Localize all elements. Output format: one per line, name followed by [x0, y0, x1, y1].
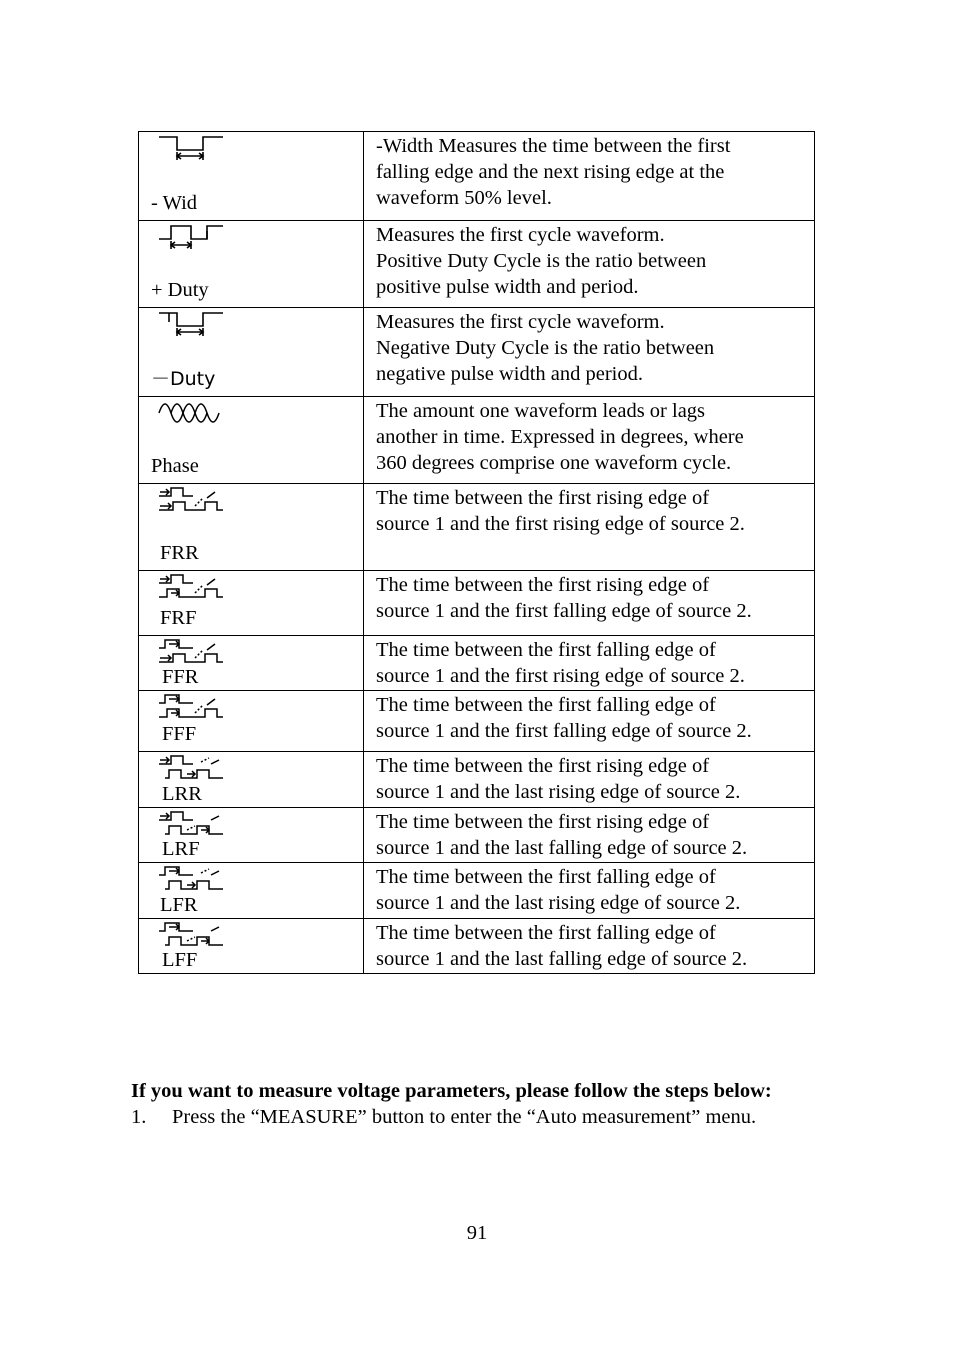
table-row: [139, 919, 815, 974]
table-row: [139, 571, 815, 636]
icon-cell: [139, 863, 364, 919]
description-cell: [364, 808, 815, 863]
description-line: The time between the first falling edge of: [376, 694, 716, 716]
description-line: source 1 and the last rising edge of source 2.: [376, 781, 741, 803]
row-label: - Wid: [151, 192, 198, 214]
row-label: LRF: [162, 838, 200, 860]
description-cell: [364, 397, 815, 484]
table-row: [139, 808, 815, 863]
negative-duty-icon: [157, 310, 227, 340]
description-line: source 1 and the last falling edge of source 2.: [376, 837, 748, 859]
description-line: The time between the first rising edge of: [376, 811, 710, 833]
row-label: －Duty: [151, 368, 216, 390]
description-cell: [364, 636, 815, 691]
table-row: [139, 863, 815, 919]
table-row: [139, 752, 815, 808]
table-row: [139, 691, 815, 752]
row-label: FRR: [160, 542, 199, 564]
icon-cell: [139, 308, 364, 397]
description-line: The time between the first falling edge of: [376, 639, 716, 661]
step-number: 1.: [131, 1106, 147, 1128]
table-row: [139, 636, 815, 691]
icon-cell: [139, 484, 364, 571]
description-line: source 1 and the first falling edge of source 2.: [376, 720, 752, 742]
description-line: falling edge and the next rising edge at the: [376, 161, 725, 183]
description-line: The time between the first rising edge of: [376, 574, 710, 596]
description-cell: [364, 308, 815, 397]
instructions-section: [131, 1078, 821, 1130]
row-label: LFF: [162, 949, 198, 971]
description-line: The amount one waveform leads or lags: [376, 400, 706, 422]
description-line: source 1 and the last rising edge of source 2.: [376, 892, 741, 914]
description-line: source 1 and the first falling edge of source 2.: [376, 600, 752, 622]
description-cell: [364, 752, 815, 808]
frr-delay-icon: [157, 486, 227, 516]
negative-width-icon: [157, 134, 227, 164]
fff-delay-icon: [157, 693, 227, 723]
table-row: [139, 484, 815, 571]
description-line: another in time. Expressed in degrees, where: [376, 426, 744, 448]
description-cell: [364, 691, 815, 752]
description-cell: [364, 863, 815, 919]
page-number: 91: [466, 1222, 488, 1244]
table-row: [139, 397, 815, 484]
row-label: FFR: [162, 666, 199, 688]
description-line: The time between the first rising edge of: [376, 755, 710, 777]
icon-cell: [139, 571, 364, 636]
icon-cell: [139, 132, 364, 221]
row-label: Phase: [151, 455, 199, 477]
description-line: Negative Duty Cycle is the ratio between: [376, 337, 715, 359]
description-line: -Width Measures the time between the first: [376, 135, 731, 157]
description-line: Positive Duty Cycle is the ratio between: [376, 250, 707, 272]
icon-cell: [139, 919, 364, 974]
frf-delay-icon: [157, 573, 227, 603]
row-label: FFF: [162, 723, 197, 745]
icon-cell: [139, 808, 364, 863]
icon-cell: [139, 397, 364, 484]
table-row: [139, 308, 815, 397]
description-cell: [364, 221, 815, 308]
measurement-table: [138, 131, 815, 974]
icon-cell: [139, 636, 364, 691]
list-item: [131, 1104, 821, 1130]
description-cell: [364, 919, 815, 974]
description-line: The time between the first falling edge of: [376, 922, 716, 944]
description-line: The time between the first falling edge of: [376, 866, 716, 888]
row-label: + Duty: [151, 279, 209, 301]
description-line: positive pulse width and period.: [376, 276, 639, 298]
description-line: 360 degrees comprise one waveform cycle.: [376, 452, 732, 474]
step-text: Press the “MEASURE” button to enter the “Auto measurement” menu.: [172, 1106, 757, 1128]
description-line: source 1 and the first rising edge of source 2.: [376, 665, 745, 687]
description-line: The time between the first rising edge of: [376, 487, 710, 509]
section-heading: If you want to measure voltage parameters, please follow the steps below:: [131, 1080, 772, 1102]
description-line: waveform 50% level.: [376, 187, 552, 209]
icon-cell: [139, 221, 364, 308]
description-cell: [364, 484, 815, 571]
row-label: LRR: [162, 783, 202, 805]
phase-icon: [157, 399, 227, 429]
positive-duty-icon: [157, 223, 227, 253]
icon-cell: [139, 691, 364, 752]
lfr-delay-icon: [157, 865, 227, 895]
table-row: [139, 221, 815, 308]
row-label: FRF: [160, 607, 197, 629]
table-row: [139, 132, 815, 221]
description-cell: [364, 132, 815, 221]
row-label: LFR: [160, 894, 198, 916]
lrr-delay-icon: [157, 754, 227, 784]
description-line: negative pulse width and period.: [376, 363, 644, 385]
description-line: source 1 and the first rising edge of source 2.: [376, 513, 745, 535]
description-line: Measures the first cycle waveform.: [376, 224, 665, 246]
icon-cell: [139, 752, 364, 808]
description-line: source 1 and the last falling edge of source 2.: [376, 948, 748, 970]
description-line: Measures the first cycle waveform.: [376, 311, 665, 333]
description-cell: [364, 571, 815, 636]
